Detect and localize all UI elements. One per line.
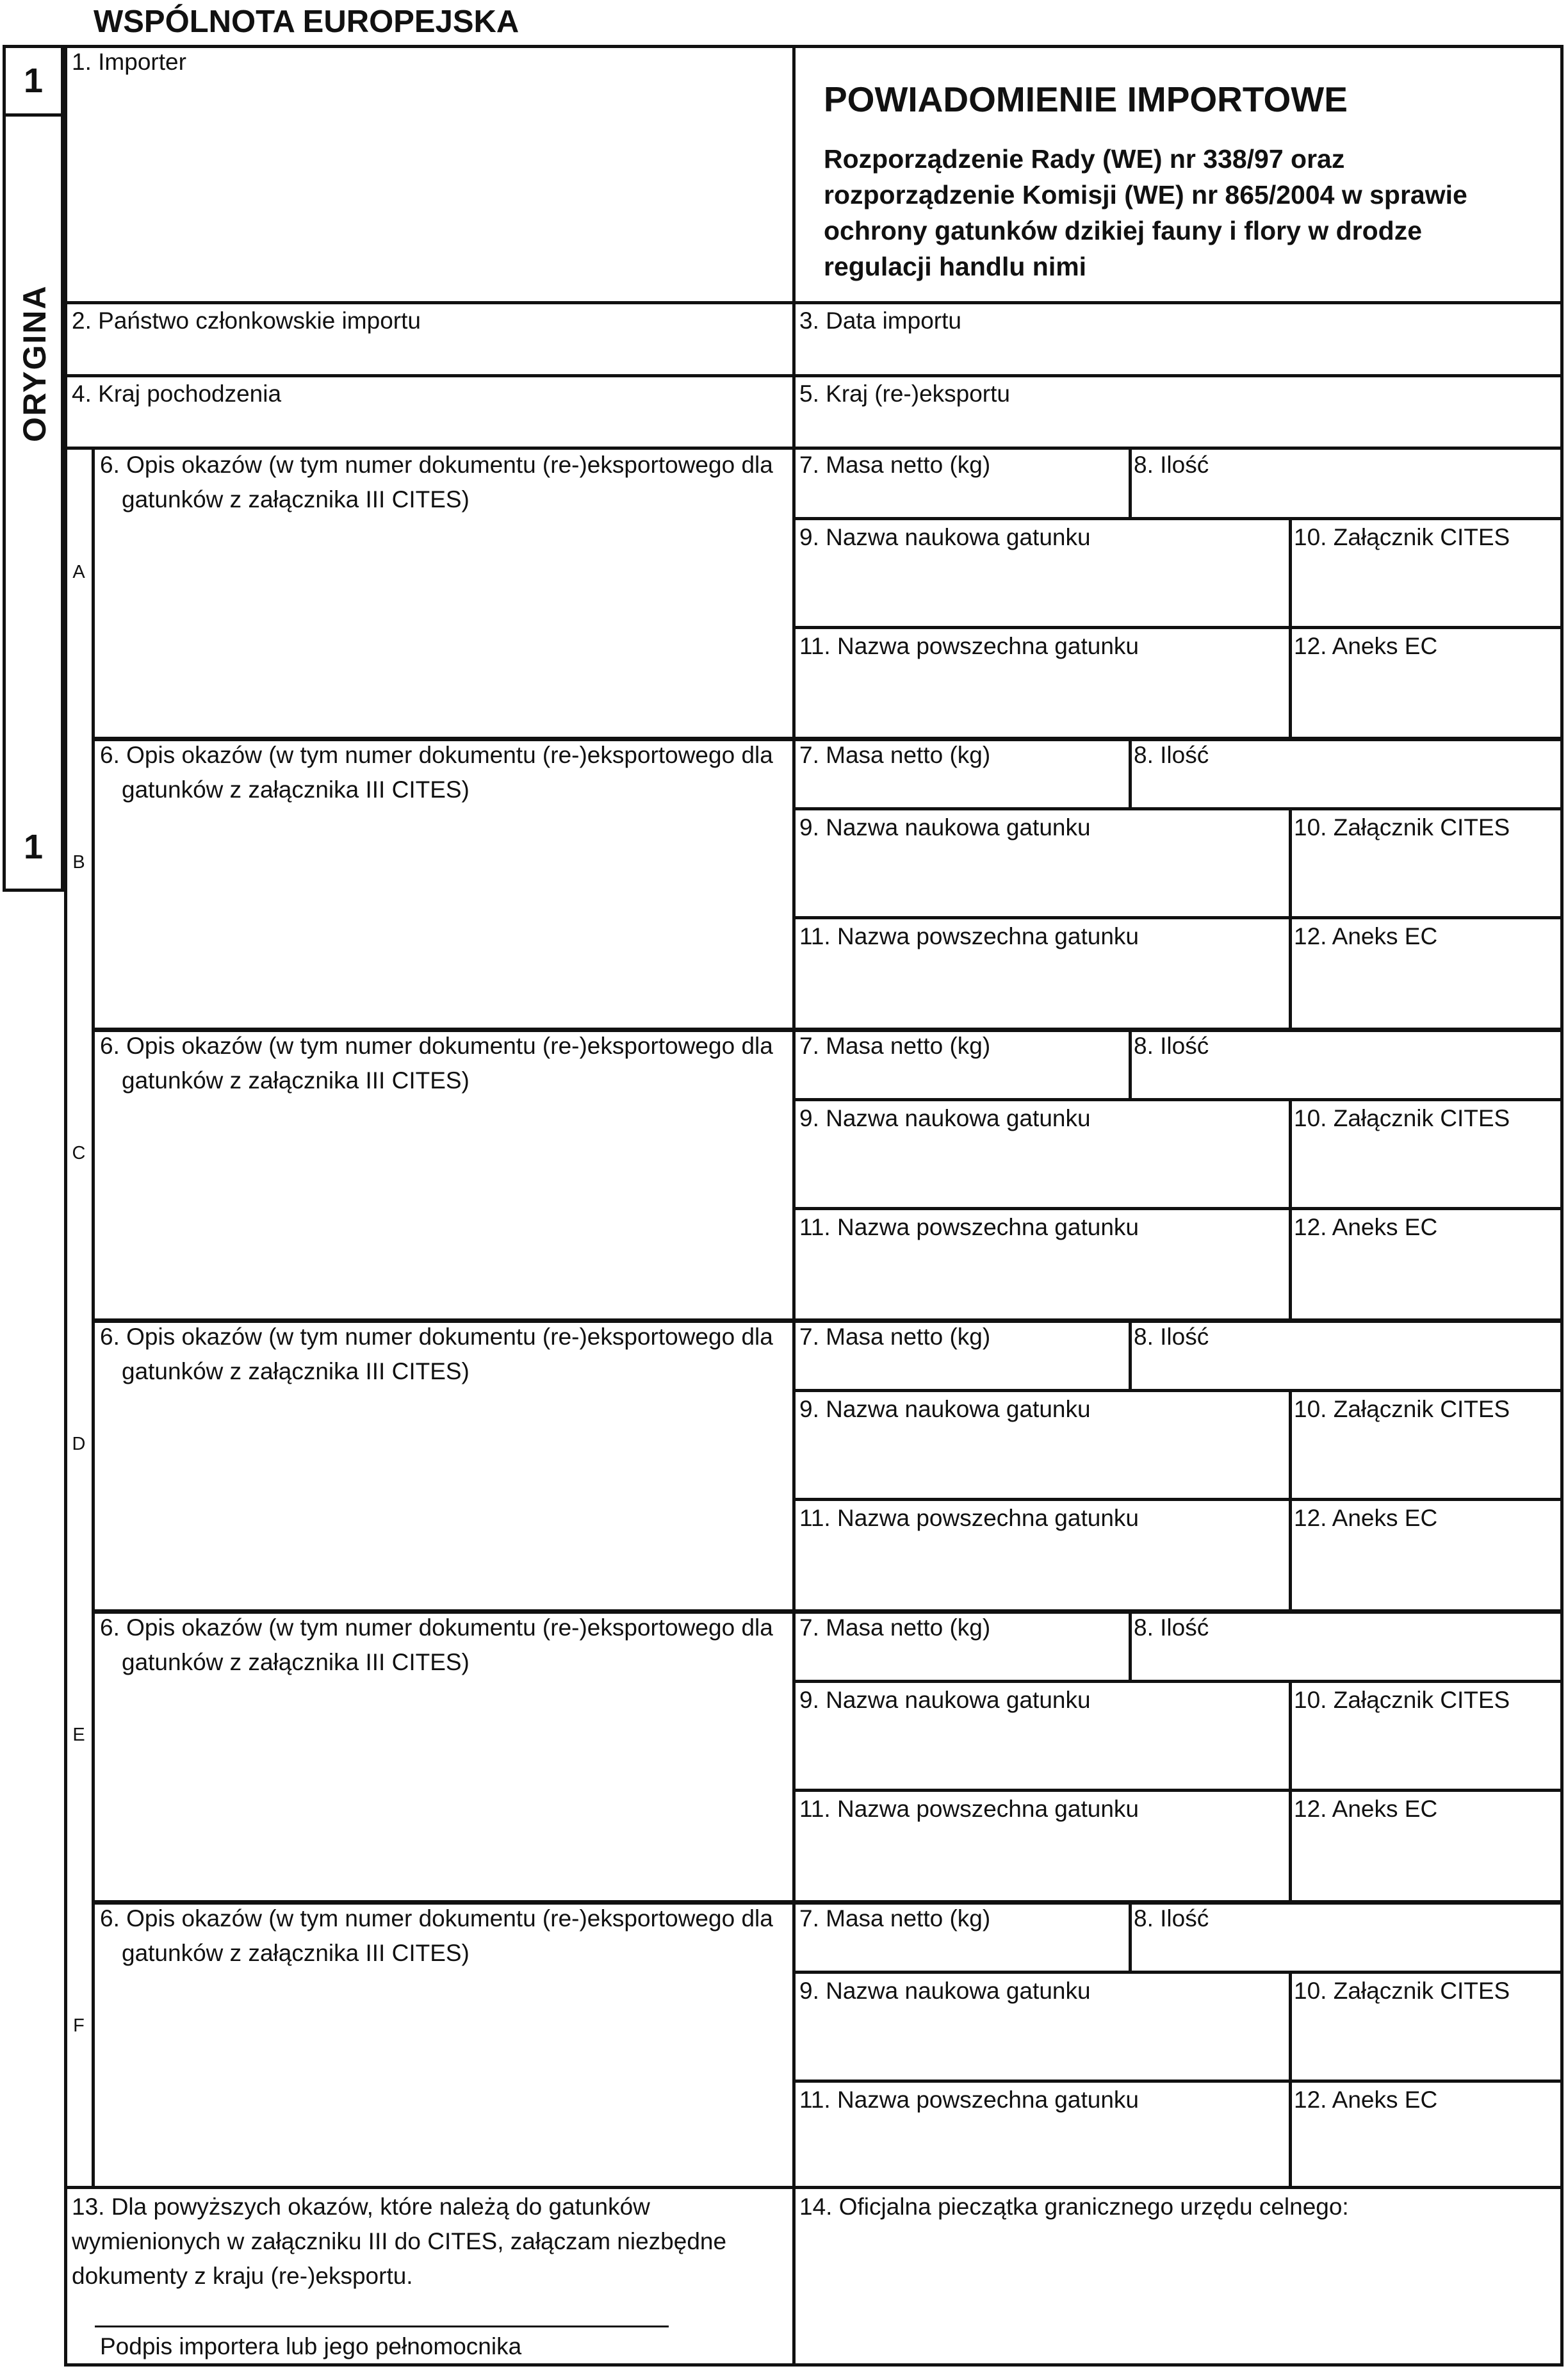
spec-scientific-name-label: 9. Nazwa naukowa gatunku xyxy=(799,524,1091,550)
member-state-label: 2. Państwo członkowskie importu xyxy=(72,308,421,334)
spec-scientific-name-label: 9. Nazwa naukowa gatunku xyxy=(799,1687,1091,1713)
copy-number: 1 xyxy=(23,62,44,100)
spec-quantity-label: 8. Ilość xyxy=(1134,1033,1209,1059)
section-letter: D xyxy=(72,1434,86,1454)
spec-ec-annex-label: 12. Aneks EC xyxy=(1294,1214,1438,1240)
spec-description-label: 6. Opis okazów (w tym numer dokumentu (re-)eksportowego dla gatunków z załącznika III CITES) xyxy=(100,452,773,513)
spec-quantity-label: 8. Ilość xyxy=(1134,1324,1209,1350)
spec-net-mass-label: 7. Masa netto (kg) xyxy=(799,1324,991,1350)
export-country-label: 5. Kraj (re-)eksportu xyxy=(799,381,1010,407)
spec-scientific-name-label: 9. Nazwa naukowa gatunku xyxy=(799,1396,1091,1422)
spec-common-name-label: 11. Nazwa powszechna gatunku xyxy=(799,1214,1139,1240)
spec-description-label: 6. Opis okazów (w tym numer dokumentu (re-)eksportowego dla gatunków z załącznika III CITES) xyxy=(100,742,773,803)
spec-cites-appendix-label: 10. Załącznik CITES xyxy=(1294,1105,1510,1131)
section-letter: E xyxy=(72,1725,85,1745)
spec-quantity-label: 8. Ilość xyxy=(1134,1614,1209,1641)
signature-line xyxy=(95,2326,669,2327)
copy-label: ORYGINA xyxy=(17,284,53,442)
section-letter: C xyxy=(72,1143,86,1163)
section-letter: A xyxy=(72,562,85,582)
spec-ec-annex-label: 12. Aneks EC xyxy=(1294,1796,1438,1822)
spec-common-name-label: 11. Nazwa powszechna gatunku xyxy=(799,1796,1139,1822)
declaration-text: 13. Dla powyższych okazów, które należą do gatunków wymienionych w załączniku III do CITES, załączam niezbędne dokumenty z kraju (re-)eksportu. xyxy=(72,2194,727,2289)
copy-number-lower: 1 xyxy=(23,828,44,866)
spec-quantity-label: 8. Ilość xyxy=(1134,452,1209,478)
spec-cites-appendix-label: 10. Załącznik CITES xyxy=(1294,524,1510,550)
spec-description-label: 6. Opis okazów (w tym numer dokumentu (re-)eksportowego dla gatunków z załącznika III CITES) xyxy=(100,1905,773,1966)
section-letter: F xyxy=(73,2015,85,2036)
copy-strip xyxy=(3,117,64,892)
spec-common-name-label: 11. Nazwa powszechna gatunku xyxy=(799,2087,1139,2113)
spec-net-mass-label: 7. Masa netto (kg) xyxy=(799,452,991,478)
signature-label: Podpis importera lub jego pełnomocnika xyxy=(100,2333,522,2359)
spec-scientific-name-label: 9. Nazwa naukowa gatunku xyxy=(799,1105,1091,1131)
form-title: POWIADOMIENIE IMPORTOWE xyxy=(824,79,1348,119)
spec-net-mass-label: 7. Masa netto (kg) xyxy=(799,1614,991,1641)
spec-cites-appendix-label: 10. Załącznik CITES xyxy=(1294,1396,1510,1422)
spec-ec-annex-label: 12. Aneks EC xyxy=(1294,633,1438,659)
spec-description-label: 6. Opis okazów (w tym numer dokumentu (re-)eksportowego dla gatunków z załącznika III CITES) xyxy=(100,1324,773,1384)
section-letter: B xyxy=(72,852,85,873)
spec-cites-appendix-label: 10. Załącznik CITES xyxy=(1294,1978,1510,2004)
importer-label: 1. Importer xyxy=(72,49,186,75)
spec-cites-appendix-label: 10. Załącznik CITES xyxy=(1294,1687,1510,1713)
spec-net-mass-label: 7. Masa netto (kg) xyxy=(799,742,991,768)
regulation-text: Rozporządzenie Rady (WE) nr 338/97 oraz rozporządzenie Komisji (WE) nr 865/2004 w sprawie ochrony gatunków dzikiej fauny i flory w drodze regulacji handlu nimi xyxy=(824,144,1467,281)
spec-ec-annex-label: 12. Aneks EC xyxy=(1294,2087,1438,2113)
spec-net-mass-label: 7. Masa netto (kg) xyxy=(799,1905,991,1932)
spec-quantity-label: 8. Ilość xyxy=(1134,1905,1209,1932)
spec-ec-annex-label: 12. Aneks EC xyxy=(1294,923,1438,949)
origin-country-label: 4. Kraj pochodzenia xyxy=(72,381,282,407)
spec-scientific-name-label: 9. Nazwa naukowa gatunku xyxy=(799,1978,1091,2004)
spec-scientific-name-label: 9. Nazwa naukowa gatunku xyxy=(799,814,1091,841)
spec-ec-annex-label: 12. Aneks EC xyxy=(1294,1505,1438,1531)
spec-quantity-label: 8. Ilość xyxy=(1134,742,1209,768)
community-title: WSPÓLNOTA EUROPEJSKA xyxy=(94,4,519,39)
spec-common-name-label: 11. Nazwa powszechna gatunku xyxy=(799,923,1139,949)
spec-common-name-label: 11. Nazwa powszechna gatunku xyxy=(799,1505,1139,1531)
spec-description-label: 6. Opis okazów (w tym numer dokumentu (re-)eksportowego dla gatunków z załącznika III CITES) xyxy=(100,1033,773,1094)
spec-net-mass-label: 7. Masa netto (kg) xyxy=(799,1033,991,1059)
spec-description-label: 6. Opis okazów (w tym numer dokumentu (re-)eksportowego dla gatunków z załącznika III CITES) xyxy=(100,1614,773,1675)
spec-cites-appendix-label: 10. Załącznik CITES xyxy=(1294,814,1510,841)
customs-stamp-label: 14. Oficjalna pieczątka granicznego urzędu celnego: xyxy=(799,2194,1349,2220)
spec-common-name-label: 11. Nazwa powszechna gatunku xyxy=(799,633,1139,659)
import-date-label: 3. Data importu xyxy=(799,308,961,334)
